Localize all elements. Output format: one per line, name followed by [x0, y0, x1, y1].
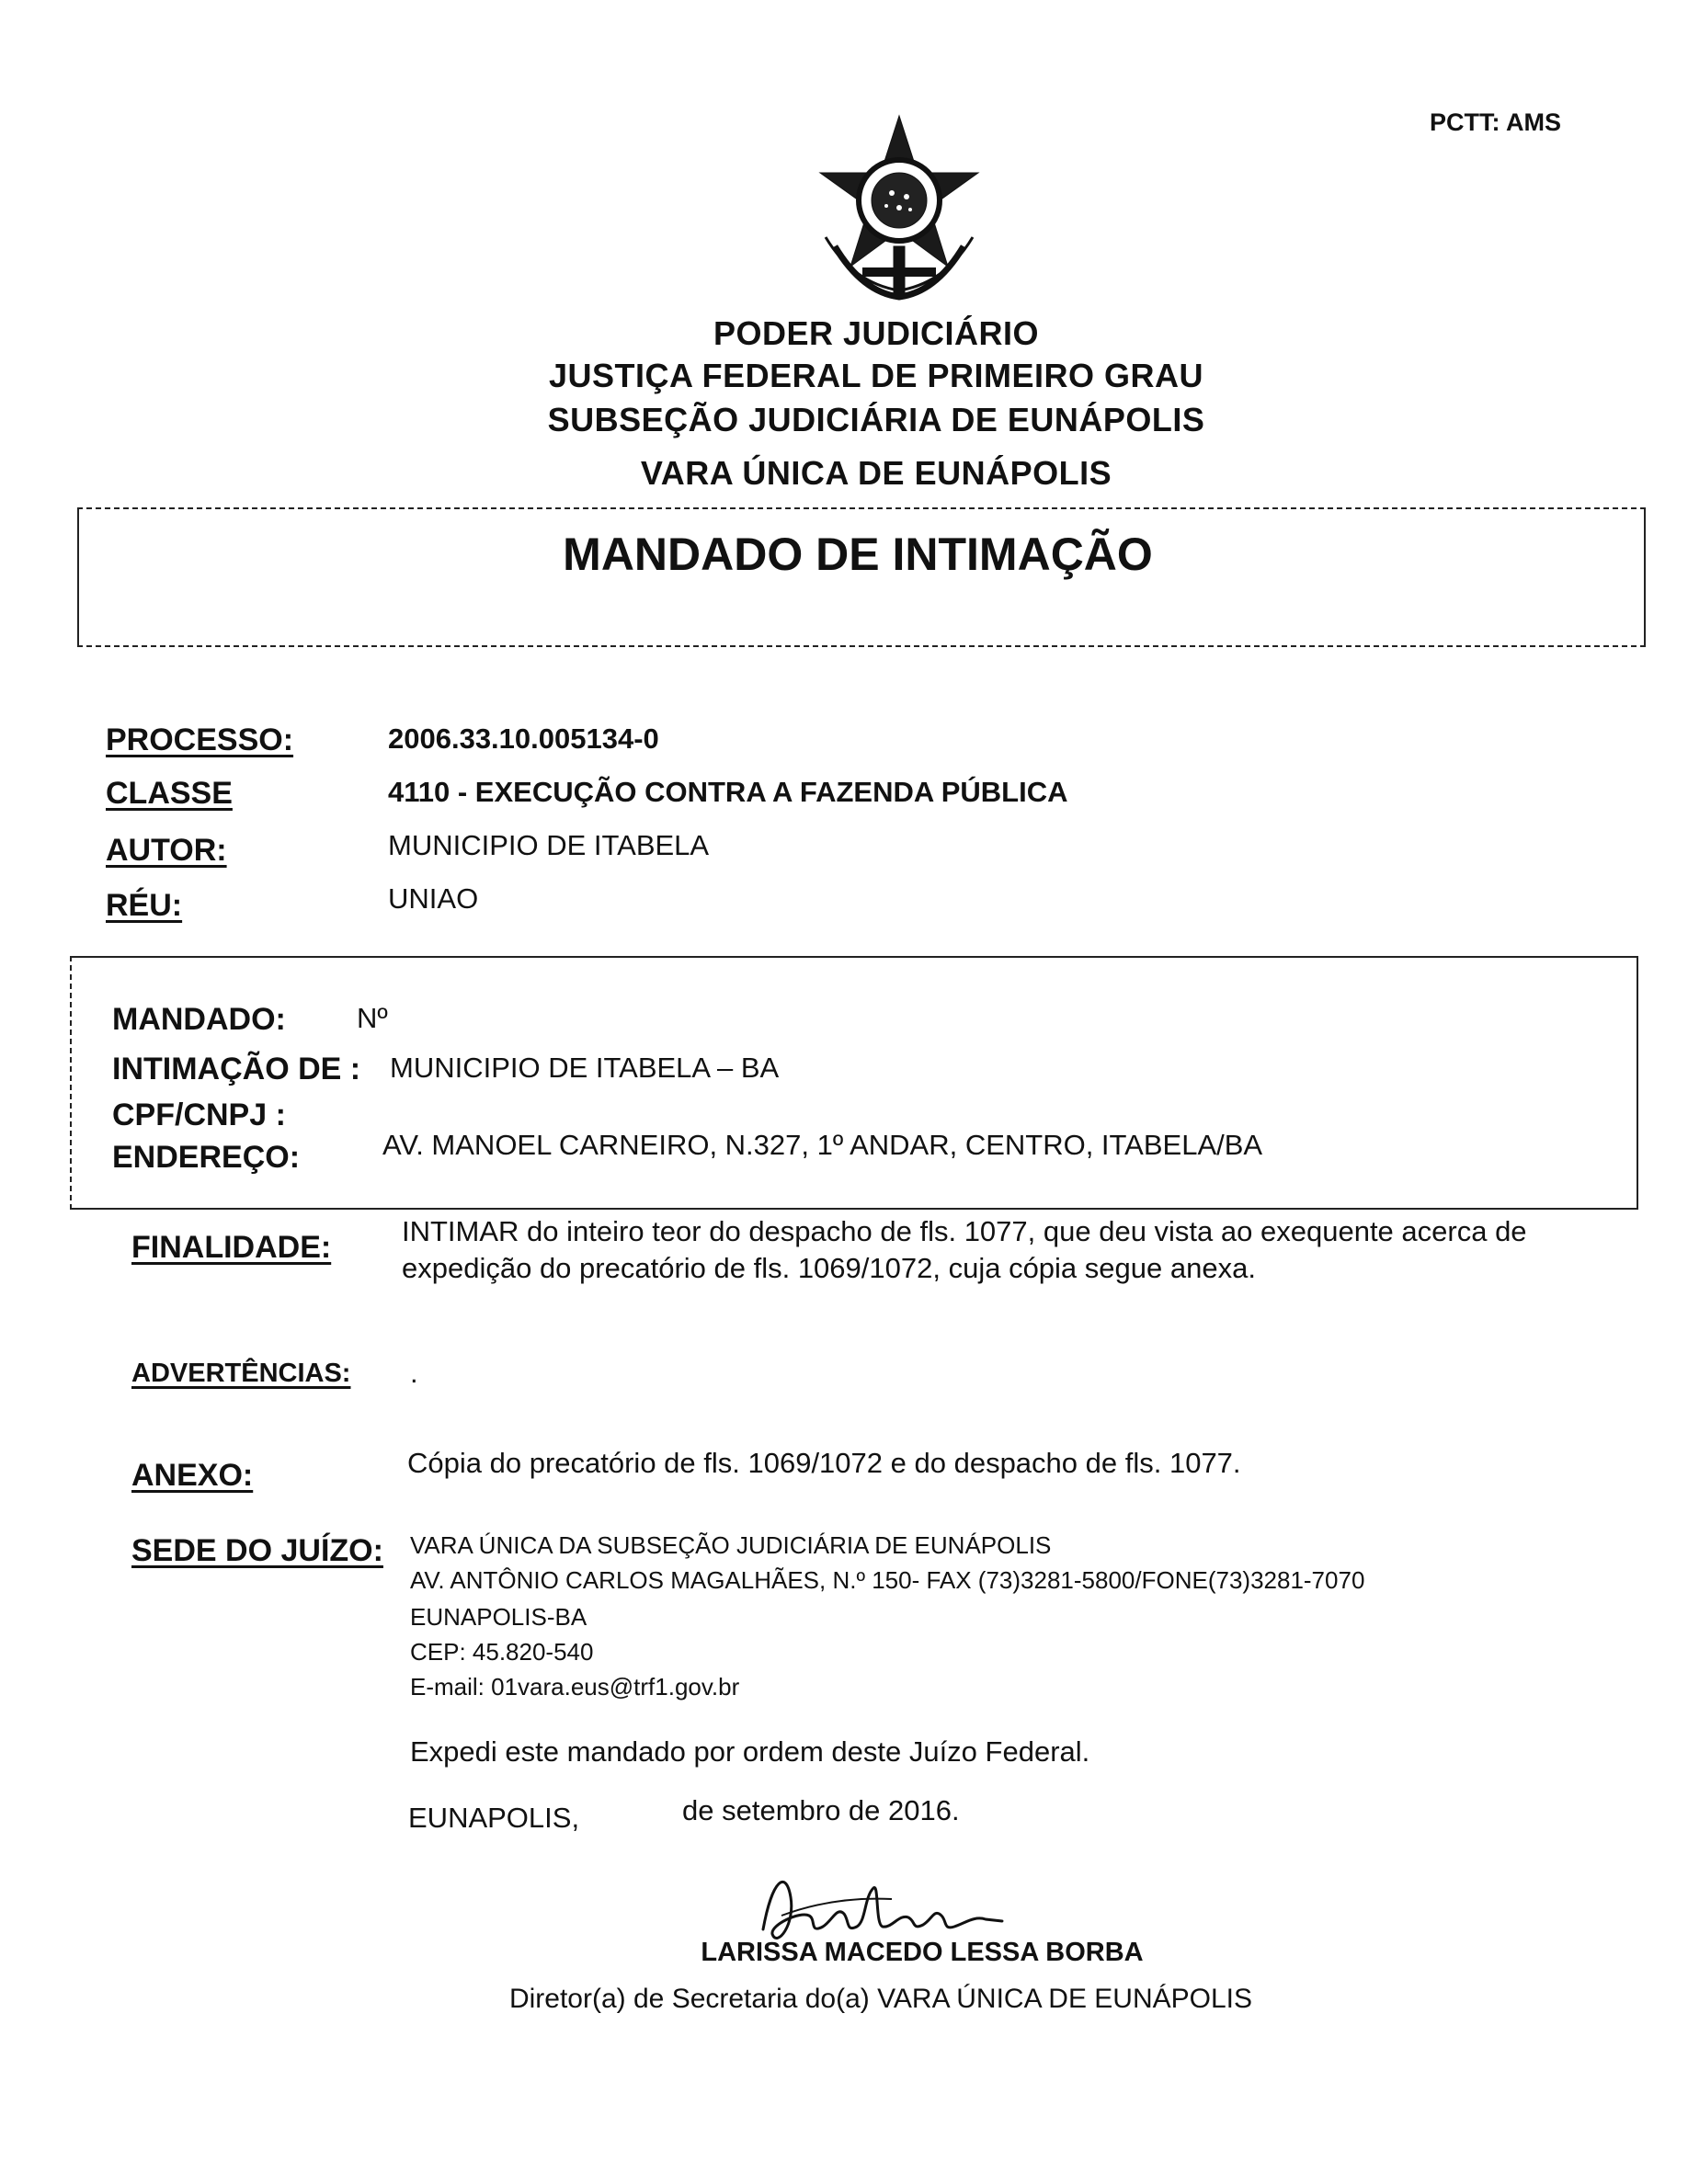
- mandado-label: MANDADO:: [112, 1002, 286, 1037]
- header-line-2: JUSTIÇA FEDERAL DE PRIMEIRO GRAU: [548, 357, 1204, 394]
- reu-value: UNIAO: [388, 882, 479, 915]
- advertencias-label: ADVERTÊNCIAS:: [131, 1359, 351, 1388]
- mandado-value: Nº: [357, 1002, 388, 1034]
- sede-label: SEDE DO JUÍZO:: [131, 1533, 383, 1568]
- endereco-value: AV. MANOEL CARNEIRO, N.327, 1º ANDAR, CENTRO, ITABELA/BA: [382, 1129, 1263, 1161]
- sede-line-5: E-mail: 01vara.eus@trf1.gov.br: [410, 1673, 740, 1701]
- processo-label: PROCESSO:: [106, 722, 294, 757]
- coat-of-arms-seal: [798, 108, 1000, 311]
- sede-line-3: EUNAPOLIS-BA: [410, 1603, 587, 1631]
- header-line-1: PODER JUDICIÁRIO: [713, 314, 1040, 352]
- anexo-value: Cópia do precatório de fls. 1069/1072 e do despacho de fls. 1077.: [407, 1447, 1241, 1479]
- sede-line-2: AV. ANTÔNIO CARLOS MAGALHÃES, N.º 150- FAX (73)3281-5800/FONE(73)3281-7070: [410, 1566, 1365, 1594]
- processo-value: 2006.33.10.005134-0: [388, 722, 659, 755]
- closing-statement: Expedi este mandado por ordem deste Juízo Federal.: [410, 1735, 1090, 1768]
- endereco-label: ENDEREÇO:: [112, 1140, 301, 1175]
- signer-name: LARISSA MACEDO LESSA BORBA: [701, 1938, 1144, 1967]
- anexo-label: ANEXO:: [131, 1458, 254, 1493]
- signer-role: Diretor(a) de Secretaria do(a) VARA ÚNICA DE EUNÁPOLIS: [508, 1984, 1253, 2014]
- autor-label: AUTOR:: [106, 833, 227, 868]
- classe-value: 4110 - EXECUÇÃO CONTRA A FAZENDA PÚBLICA: [388, 776, 1068, 808]
- reu-label: RÉU:: [106, 888, 183, 923]
- sede-line-4: CEP: 45.820-540: [410, 1638, 594, 1666]
- intimacao-value: MUNICIPIO DE ITABELA – BA: [390, 1052, 780, 1084]
- finalidade-line-2: expedição do precatório de fls. 1069/1072, cuja cópia segue anexa.: [402, 1252, 1256, 1284]
- closing-date: de setembro de 2016.: [682, 1794, 960, 1826]
- cpf-cnpj-label: CPF/CNPJ :: [112, 1098, 286, 1132]
- closing-place: EUNAPOLIS,: [408, 1802, 580, 1834]
- autor-value: MUNICIPIO DE ITABELA: [388, 829, 710, 861]
- finalidade-line-1: INTIMAR do inteiro teor do despacho de fls. 1077, que deu vista ao exequente acerca de: [402, 1215, 1527, 1247]
- document-code: PCTT: AMS: [1430, 108, 1561, 136]
- advertencias-value: .: [410, 1357, 418, 1389]
- classe-label: CLASSE: [106, 776, 233, 811]
- finalidade-label: FINALIDADE:: [131, 1230, 332, 1265]
- header-line-3: SUBSEÇÃO JUDICIÁRIA DE EUNÁPOLIS: [547, 401, 1205, 438]
- document-title: MANDADO DE INTIMAÇÃO: [563, 529, 1153, 580]
- intimacao-label: INTIMAÇÃO DE :: [112, 1052, 361, 1086]
- header-line-4: VARA ÚNICA DE EUNÁPOLIS: [640, 454, 1112, 492]
- sede-line-1: VARA ÚNICA DA SUBSEÇÃO JUDICIÁRIA DE EUNÁPOLIS: [410, 1531, 1052, 1559]
